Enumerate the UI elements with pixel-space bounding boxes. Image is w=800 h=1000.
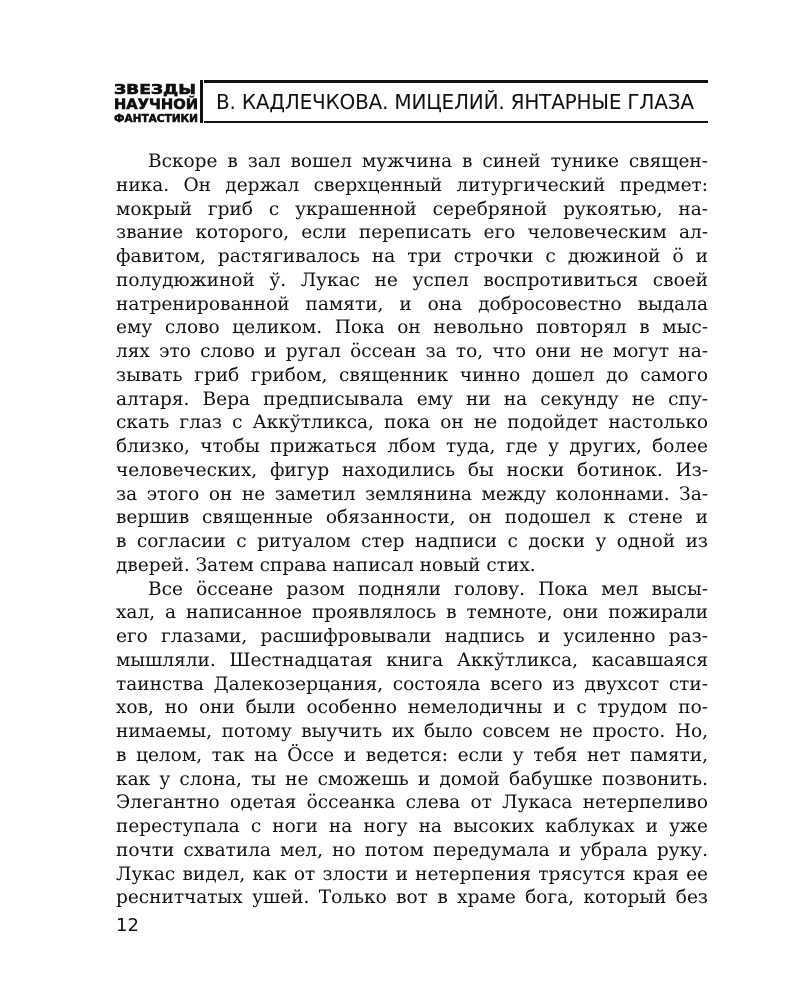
running-title: В. КАДЛЕЧКОВА. МИЦЕЛИЙ. ЯНТАРНЫЕ ГЛАЗА (216, 90, 694, 114)
logo-line-3: ФАНТАСТИКИ (114, 112, 198, 125)
text-line: в согласии с ритуалом стер надписи с доски у одной из (116, 531, 708, 552)
text-line: хал, а написанное проявлялось в темноте, они пожирали (116, 602, 708, 624)
text-line: как у слона, ты не сможешь и домой бабушке позвонить. (116, 768, 708, 790)
text-line: алтаря. Вера предписывала ему ни на секунду не спу- (116, 388, 708, 410)
body-text (116, 150, 708, 910)
text-line: за этого он не заметил землянина между колоннами. За- (116, 483, 708, 505)
text-line: Лукас видел, как от злости и нетерпения трясутся края ее (116, 863, 708, 885)
logo-line-1: ЗВЕЗДЫ (114, 83, 196, 98)
series-logo (112, 80, 200, 126)
text-line: лях это слово и ругал öссеан за то, что они не могут на- (116, 341, 708, 362)
text-line: близко, чтобы прижаться лбом туда, где у других, более (116, 436, 708, 457)
text-line: хов, но они были особенно немелодичны и с трудом по- (116, 697, 708, 719)
header-rule-bottom (204, 121, 708, 123)
text-line: фавитом, растягивалось на три строчки с дюжиной ö и (116, 246, 708, 267)
text-line: переступала с ноги на ногу на высоких каблуках и уже (116, 816, 708, 837)
text-line: мокрый гриб с украшенной серебряной рукоятью, на- (116, 198, 708, 220)
text-line: таинства Далекозерцания, состояла всего из двухсот сти- (116, 673, 708, 695)
text-line: нимаемы, потому выучить их было совсем не просто. Но, (116, 721, 708, 742)
text-line: его глазами, расшифровывали надпись и усиленно раз- (116, 626, 708, 647)
text-line: звание которого, если переписать его человеческим ал- (116, 222, 708, 244)
text-line: Все öссеане разом подняли голову. Пока мел высы- (148, 578, 708, 600)
header-rule-top (204, 80, 708, 83)
text-line: зывать гриб грибом, священник чинно дошел до самого (116, 364, 708, 386)
page-number: 12 (116, 915, 139, 936)
text-line: ника. Он держал сверхценный литургический предмет: (116, 174, 708, 196)
logo-line-2: НАУЧНОЙ (114, 97, 194, 113)
text-line: ему слово целиком. Пока он невольно повторял в мыс- (116, 317, 708, 339)
text-line: Элегантно одетая öссеанка слева от Лукаса нетерпеливо (116, 792, 708, 814)
text-line: скать глаз с Аккўтликса, пока он не подойдет настолько (116, 412, 708, 434)
text-line: почти схватила мел, но потом передумала и убрала руку. (116, 839, 708, 861)
text-line: мышляли. Шестнадцатая книга Аккўтликса, касавшаяся (116, 649, 708, 671)
header-divider-vertical (200, 80, 203, 123)
text-line: реснитчатых ушей. Только вот в храме бога, который без (116, 887, 708, 909)
text-line: полудюжиной ў. Лукас не успел воспротивиться своей (116, 269, 708, 291)
text-line: дверей. Затем справа написал новый стих. (116, 554, 536, 576)
text-line: Вскоре в зал вошел мужчина в синей тунике священ- (148, 151, 708, 172)
text-line: вершив священные обязанности, он подошел к стене и (116, 507, 708, 529)
text-line: натренированной памяти, и она добросовестно выдала (116, 293, 708, 315)
text-line: в целом, так на Öссе и ведется: если у тебя нет памяти, (116, 744, 708, 766)
text-line: человеческих, фигур находились бы носки ботинок. Из- (116, 459, 708, 481)
